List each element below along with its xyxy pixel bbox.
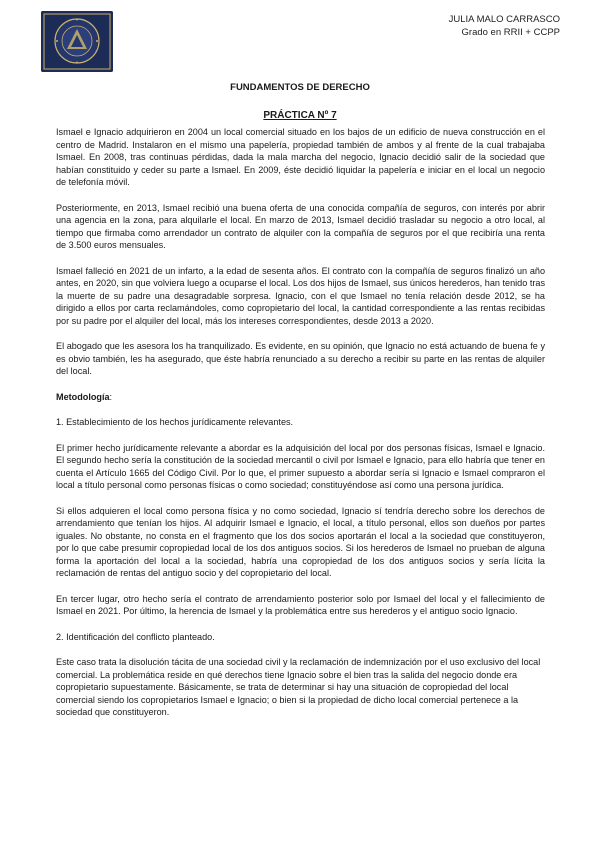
case-paragraph-4: El abogado que les asesora los ha tranquilizado. Es evidente, en su opinión, que Ignacio no está actuando de buena fe y es obvio también, les ha asegurado, que éste habría renunciado a su derecho a recibir su parte en las rentas de alquiler del local. <box>56 341 545 376</box>
university-seal-icon <box>41 11 113 72</box>
document-body <box>56 126 545 732</box>
case-paragraph-3: Ismael falleció en 2021 de un infarto, a la edad de sesenta años. El contrato con la compañía de seguros finalizó un año antes, en 2020, sin que volviera luego a ocuparse el local. Los dos hijos de Ismael, sus únicos herederos, han tenido tras la muerte de su padre una desagradable sorpresa. Ignacio, con el que Ismael no tenía relación desde 2012, se ha dirigido a ellos por carta reclamándoles, como copropietario del local, la cantidad correspondiente a las rentas recibidas por su padre por el alquiler del local, más los intereses correspondientes, desde 2013 a 2020. <box>56 265 545 326</box>
case-paragraph-1: Ismael e Ignacio adquirieron en 2004 un local comercial situado en los bajos de un edificio de nueva construcción en el centro de Madrid. Instalaron en el mismo una papelería, propiedad también de ambos y al frente de la cual trabajaba Ismael. En 2008, tras continuas pérdidas, dada la mala marcha del negocio, Ignacio decidió salir de la sociedad que habían constituido y ceder su parte a Ismael. En 2009, éste decidió liquidar la papelería e iniciar en el local un negocio de telefonía móvil. <box>56 127 545 187</box>
section-1-paragraph-1: El primer hecho jurídicamente relevante a abordar es la adquisición del local por dos personas físicas, Ismael e Ignacio. El segundo hecho sería la constitución de la sociedad mercantil o civil por Ismael e Ignacio, para ello habría que tener en cuenta el Artículo 1665 del Código Civil. Por lo que, el primer supuesto a abordar sería si Ignacio e Ismael compraron el local a título personal como personas físicas o como sociedad; constituyéndose así como una persona jurídica. <box>56 442 545 490</box>
case-paragraph-2: Posteriormente, en 2013, Ismael recibió una buena oferta de una conocida compañía de seguros, con interés por abrir una agencia en la zona, para alquilarle el local. En marzo de 2013, Ismael decidió trasladar su negocio a otro local, al tiempo que firmaba como arrendador un contrato de alquiler con la compañía de seguros por el que recibiría una renta de 3.500 euros mensuales. <box>56 202 545 250</box>
section-2-paragraph: Este caso trata la disolución tácita de una sociedad civil y la reclamación de indemnización por el uso exclusivo del local comercial. La problemática reside en qué derechos tiene Ignacio sobre el bien tras la salida del negocio donde era copropietario supuestamente. Básicamente, se trata de determinar si hay una situación de copropiedad del local comercial siendo los copropietarios Ismael e Ignacio; o bien si la propiedad de dicho local comercial pertenece a la sociedad que constituyeron. <box>56 657 541 717</box>
section-1-paragraph-2: Si ellos adquieren el local como persona física y no como sociedad, Ignacio sí tendría derecho sobre los derechos de arrendamiento que tenían los hijos. Al adquirir Ismael e Ignacio, el local, a título personal, ellos son dueños por partes iguales. No obstante, no consta en el fragmento que los dos socios aportarán el local a la sociedad que constituyeron, por lo que cabe presumir copropiedad local de los dos antiguos socios. Si los herederos de Ismael no prueban de alguna forma la aportación del local a la sociedad, habría una copropiedad de los dos antiguos socios y sería lícita la reclamación de rentas del antiguo socio y del copropietario del local. <box>56 505 545 578</box>
author-degree: Grado en RRII + CCPP <box>461 26 560 38</box>
author-name: JULIA MALO CARRASCO <box>448 14 560 25</box>
university-logo <box>41 11 113 72</box>
section-1-heading: 1. Establecimiento de los hechos jurídicamente relevantes. <box>56 417 294 427</box>
methodology-heading-text: Metodología <box>56 391 110 402</box>
methodology-heading: Metodología: <box>56 391 113 402</box>
section-1-paragraph-3: En tercer lugar, otro hecho sería el contrato de arrendamiento posterior solo por Ismael del local y el fallecimiento de Ismael en 2021. Por último, la herencia de Ismael y la problemática entre sus herederos y el antiguo socio Ignacio. <box>56 593 545 616</box>
section-2-heading: 2. Identificación del conflicto planteado. <box>56 631 215 642</box>
document-title: FUNDAMENTOS DE DERECHO <box>230 82 370 93</box>
author-block <box>449 14 560 39</box>
practice-title: PRÁCTICA Nº 7 <box>263 110 337 121</box>
